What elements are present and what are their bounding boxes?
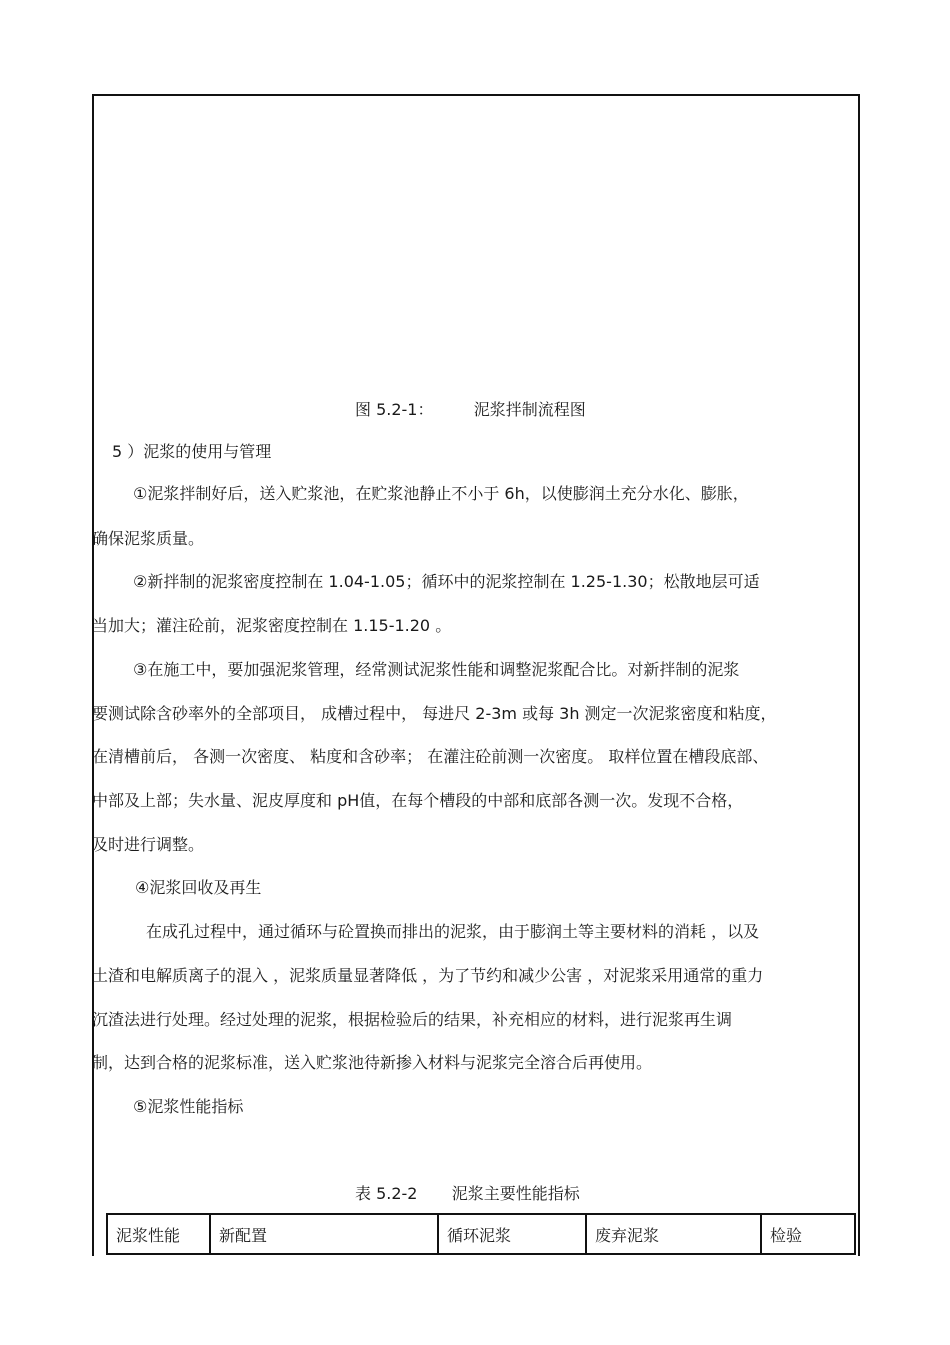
paragraph-3-line-5: 及时进行调整。 — [92, 835, 205, 854]
table-header-cell: 检验 — [761, 1214, 855, 1254]
subheading-4: ④泥浆回收及再生 — [135, 878, 262, 897]
table-header-cell: 新配置 — [210, 1214, 438, 1254]
paragraph-2-line-2: 当加大；灌注砼前，泥浆密度控制在 1.15-1.20 。 — [92, 616, 452, 635]
table-header-cell: 循环泥浆 — [438, 1214, 586, 1254]
paragraph-4-line-2: 土渣和电解质离子的混入 ，泥浆质量显著降低 ，为了节约和减少公害 ，对泥浆采用通常的重力 — [92, 966, 764, 985]
paragraph-2-line-1: ②新拌制的泥浆密度控制在 1.04-1.05；循环中的泥浆控制在 1.25-1.30；松散地层可适 — [133, 572, 760, 591]
paragraph-4-line-4: 制，达到合格的泥浆标准，送入贮浆池待新掺入材料与泥浆完全溶合后再使用。 — [92, 1053, 653, 1072]
table-caption-label: 表 5.2-2 — [355, 1184, 418, 1203]
section-heading: 5 ）泥浆的使用与管理 — [112, 442, 272, 461]
table-caption-title: 泥浆主要性能指标 — [451, 1184, 580, 1203]
subheading-5: ⑤泥浆性能指标 — [133, 1097, 244, 1116]
figure-caption-label: 图 5.2-1： — [355, 400, 434, 419]
table-header-cell: 泥浆性能 — [107, 1214, 210, 1254]
paragraph-3-line-3: 在清槽前后， 各测一次密度、 粘度和含砂率； 在灌注砼前测一次密度。 取样位置在槽段底部、 — [92, 747, 769, 766]
paragraph-3-line-1: ③在施工中，要加强泥浆管理，经常测试泥浆性能和调整泥浆配合比。对新拌制的泥浆 — [133, 660, 740, 679]
figure-caption — [355, 400, 586, 420]
figure-caption-title: 泥浆拌制流程图 — [473, 400, 586, 419]
paragraph-3-line-4: 中部及上部；失水量、泥皮厚度和 pH值，在每个槽段的中部和底部各测一次。发现不合格， — [92, 791, 744, 810]
paragraph-1-line-2: 确保泥浆质量。 — [92, 529, 205, 548]
paragraph-4-line-1: 在成孔过程中，通过循环与砼置换而排出的泥浆，由于膨润土等主要材料的消耗 ，以及 — [146, 922, 760, 941]
table-caption — [355, 1184, 580, 1204]
paragraph-4-line-3: 沉渣法进行处理。经过处理的泥浆，根据检验后的结果，补充相应的材料，进行泥浆再生调 — [92, 1010, 733, 1029]
paragraph-1-line-1: ①泥浆拌制好后，送入贮浆池，在贮浆池静止不小于 6h，以使膨润土充分水化、膨胀， — [133, 484, 749, 503]
mud-performance-table — [106, 1213, 856, 1255]
paragraph-3-line-2: 要测试除含砂率外的全部项目， 成槽过程中， 每进尺 2-3m 或每 3h 测定一次泥浆密度和粘度， — [92, 704, 777, 723]
table-header-row — [107, 1214, 855, 1254]
table-header-cell: 废弃泥浆 — [586, 1214, 761, 1254]
